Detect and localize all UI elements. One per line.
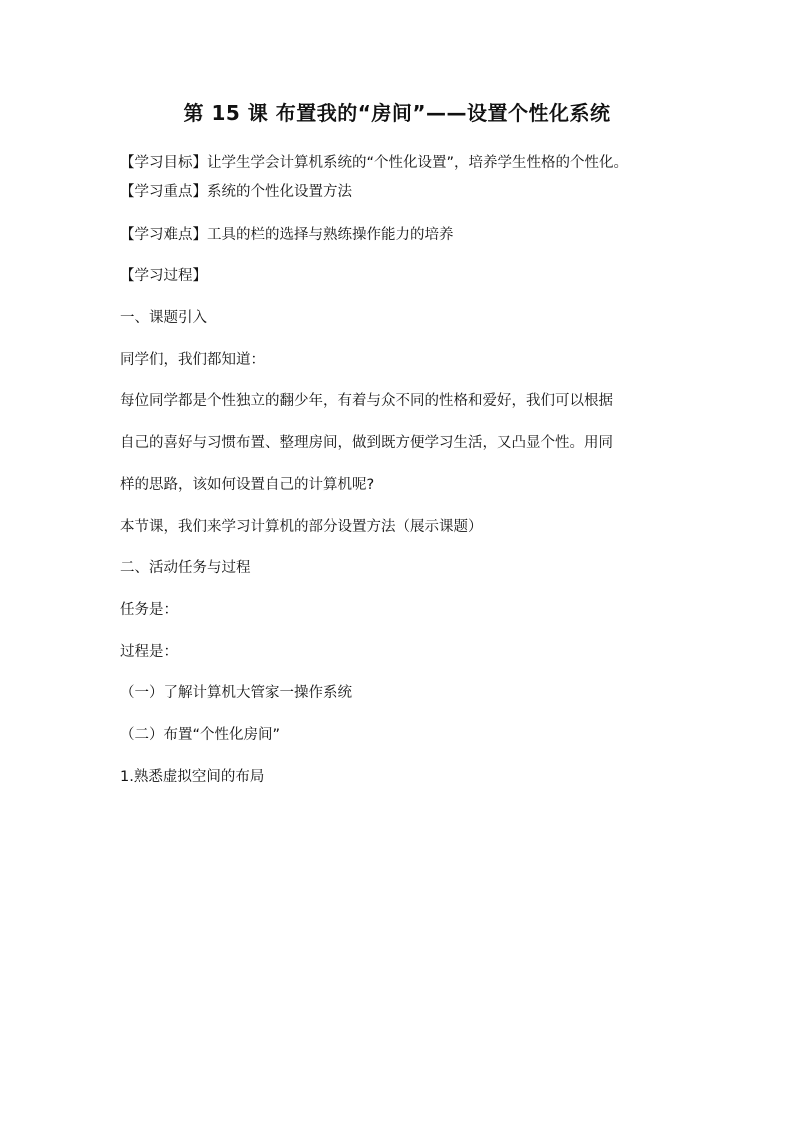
learning-difficulty: 【学习难点】工具的栏的选择与熟练操作能力的培养 [120,227,454,243]
paragraph-line: 每位同学都是个性独立的翻少年，有着与众不同的性格和爱好，我们可以根据 [120,393,613,409]
paragraph-line: 过程是： [120,644,178,660]
subsection-item: （二）布置“个性化房间” [120,727,281,743]
section-tasks-heading: 二、活动任务与过程 [120,560,251,576]
learning-focus: 【学习重点】系统的个性化设置方法 [120,184,352,200]
learning-objective: 【学习目标】让学生学会计算机系统的“个性化设置”，培养学生性格的个性化。 [120,155,629,171]
numbered-item: 1.熟悉虚拟空间的布局 [120,769,265,785]
paragraph-line: 同学们，我们都知道： [120,352,265,368]
section-intro-heading: 一、课题引入 [120,310,207,326]
learning-process-heading: 【学习过程】 [120,268,207,284]
lesson-title: 第 15 课 布置我的“房间”——设置个性化系统 [183,101,611,125]
subsection-item: （一）了解计算机大管家一操作系统 [120,685,352,701]
paragraph-line: 任务是： [120,602,178,618]
paragraph-line: 自己的喜好与习惯布置、整理房间，做到既方便学习生活，又凸显个性。用同 [120,435,613,451]
paragraph-line: 样的思路，该如何设置自己的计算机呢? [120,477,375,493]
paragraph-line: 本节课，我们来学习计算机的部分设置方法（展示课题） [120,519,483,535]
